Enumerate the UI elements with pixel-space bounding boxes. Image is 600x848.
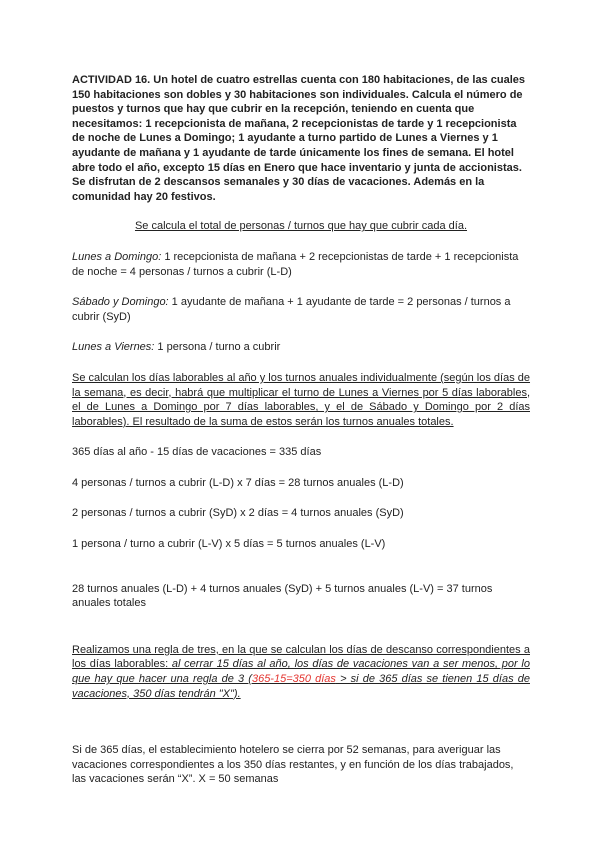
turnos-ld-line: 4 personas / turnos a cubrir (L-D) x 7 días = 28 turnos anuales (L-D) [72, 476, 404, 489]
final-paragraph: Si de 365 días, el establecimiento hotelero se cierra por 52 semanas, para averiguar las vacaciones correspondientes a los 350 días restantes, y en función de los días trabajados, las vacaciones serán “X”. X = 50 semanas [72, 744, 514, 786]
turnos-lv-line: 1 persona / turno a cubrir (L-V) x 5 días = 5 turnos anuales (L-V) [72, 538, 386, 551]
lunes-domingo-text: 1 recepcionista de mañana + 2 recepcionistas de tarde + 1 recepcionista de noche = 4 personas / turnos a cubrir (L-D) [72, 250, 519, 278]
dias-laborables-line: 365 días al año - 15 días de vacaciones = 335 días [72, 446, 322, 459]
lunes-viernes-paragraph [72, 340, 530, 355]
regla-paragraph [72, 643, 530, 701]
turnos-total-line: 28 turnos anuales (L-D) + 4 turnos anuales (SyD) + 5 turnos anuales (L-V) = 37 turnos anuales totales [72, 582, 493, 610]
regla-italic: al cerrar 15 días al año, los días de vacaciones van a ser menos, por lo que hay que hacer una regla de 3 ( [72, 658, 530, 686]
regla-tail: > si de 365 días se tienen 15 días de vacaciones, 350 días tendrán "X"). [72, 673, 530, 700]
lunes-domingo-paragraph [72, 250, 530, 279]
lunes-viernes-label: Lunes a Viernes: [72, 341, 155, 354]
sabado-domingo-text: 1 ayudante de mañana + 1 ayudante de tarde = 2 personas / turnos a cubrir (SyD) [72, 296, 511, 323]
sabado-domingo-label: Sábado y Domingo: [72, 296, 169, 309]
lunes-viernes-text: 1 persona / turno a cubrir [154, 341, 281, 354]
document-page [72, 73, 530, 787]
regla-red-calc: 365-15=350 días [251, 673, 336, 686]
calc-intro-paragraph: Se calculan los días laborables al año y los turnos anuales individualmente (según los días de la semana, es decir, habrá que multiplicar el turno de Lunes a Viernes por 5 días laborables, el de Lunes a Domingo por 7 días laborables, y el de Sábado y Domingo por 2 días laborables). El resultado de la suma de estos serán los turnos anuales totales. [72, 371, 531, 428]
regla-intro: Realizamos una regla de tres, en la que se calculan los días de descanso correspondientes a los días laborables: [72, 643, 530, 671]
lunes-domingo-label: Lunes a Domingo: [72, 250, 162, 263]
activity-statement: ACTIVIDAD 16. Un hotel de cuatro estrellas cuenta con 180 habitaciones, de las cuales 150 habitaciones son dobles y 30 habitaciones son individuales. Calcula el número de puestos y turnos que hay que cubrir en la recepción, teniendo en cuenta que necesitamos: 1 recepcionista de mañana, 2 recepcionistas de tarde y 1 recepcionista de noche de Lunes a Domingo; 1 ayudante a turno partido de Lunes a Viernes y 1 ayudante de mañana y 1 ayudante de tarde únicamente los fines de semana. El hotel abre todo el año, excepto 15 días en Enero que hace inventario y junta de accionistas. Se disfrutan de 2 descansos semanales y 30 días de vacaciones. Además en la comunidad hay 20 festivos. [72, 74, 525, 203]
turnos-syd-line: 2 personas / turnos a cubrir (SyD) x 2 días = 4 turnos anuales (SyD) [72, 507, 404, 520]
section-title: Se calcula el total de personas / turnos que hay que cubrir cada día. [134, 220, 468, 233]
sabado-domingo-paragraph [72, 295, 530, 324]
